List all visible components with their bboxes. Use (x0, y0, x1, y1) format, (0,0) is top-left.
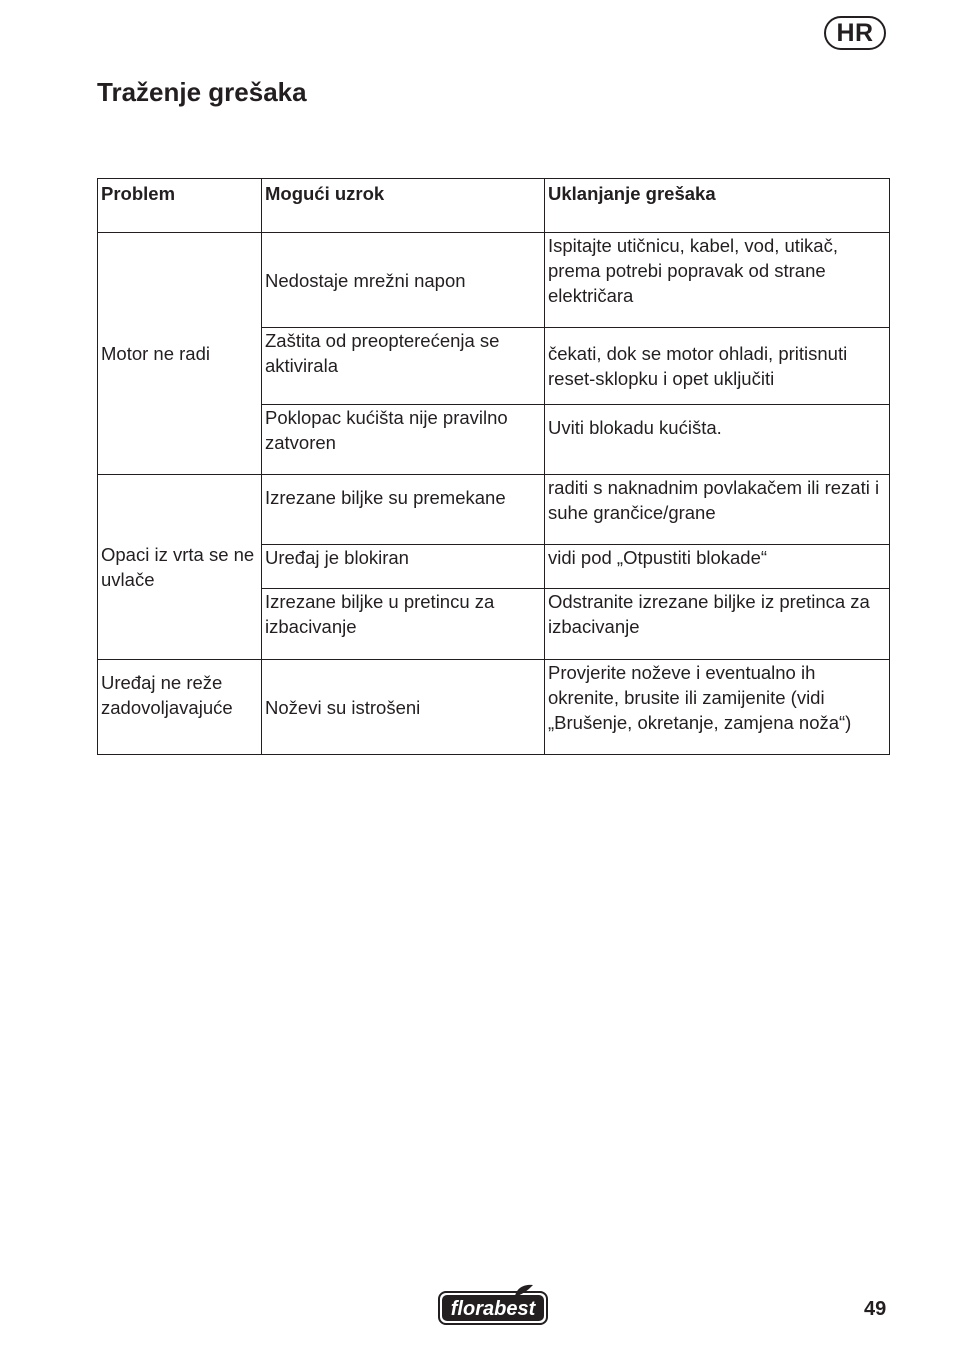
cause-cell: Uređaj je blokiran (262, 545, 545, 589)
problem-cell: Opaci iz vrta se ne uvlače (98, 475, 262, 660)
remedy-cell: vidi pod „Otpustiti blokade“ (545, 545, 890, 589)
cause-cell: Izrezane biljke su premekane (262, 475, 545, 545)
cause-cell: Poklopac kućišta nije pravilno zatvoren (262, 405, 545, 475)
problem-cell: Uređaj ne reže zadovoljavajuće (98, 660, 262, 755)
page-number: 49 (864, 1298, 887, 1320)
header-remedy: Uklanjanje grešaka (545, 179, 890, 233)
cause-cell: Noževi su istrošeni (262, 660, 545, 755)
problem-cell: Motor ne radi (98, 233, 262, 475)
logo-text: florabest (450, 1298, 536, 1320)
logo-graphic (437, 1283, 549, 1327)
troubleshooting-table (97, 178, 890, 755)
remedy-cell: Odstranite izrezane biljke iz pretinca za izbacivanje (545, 589, 890, 660)
table-header-row (98, 179, 890, 233)
remedy-cell: Ispitajte utičnicu, kabel, vod, utikač, prema potrebi popravak od strane električara (545, 233, 890, 328)
table-row (98, 233, 890, 328)
cause-cell: Izrezane biljke u pretincu za izbacivanje (262, 589, 545, 660)
remedy-cell: Uviti blokadu kućišta. (545, 405, 890, 475)
remedy-cell: Provjerite noževe i eventualno ih okrenite, brusite ili zamijenite (vidi „Brušenje, okretanje, zamjena noža“) (545, 660, 890, 755)
header-cause: Mogući uzrok (262, 179, 545, 233)
page-title: Traženje grešaka (97, 77, 307, 107)
remedy-cell: čekati, dok se motor ohladi, pritisnuti reset-sklopku i opet uključiti (545, 328, 890, 405)
cause-cell: Zaštita od preopterećenja se aktivirala (262, 328, 545, 405)
remedy-cell: raditi s naknadnim povlakačem ili rezati i suhe grančice/grane (545, 475, 890, 545)
table-row (98, 475, 890, 545)
header-problem: Problem (98, 179, 262, 233)
cause-cell: Nedostaje mrežni napon (262, 233, 545, 328)
florabest-logo (437, 1283, 549, 1327)
table-row (98, 660, 890, 755)
language-badge: HR (824, 16, 886, 50)
